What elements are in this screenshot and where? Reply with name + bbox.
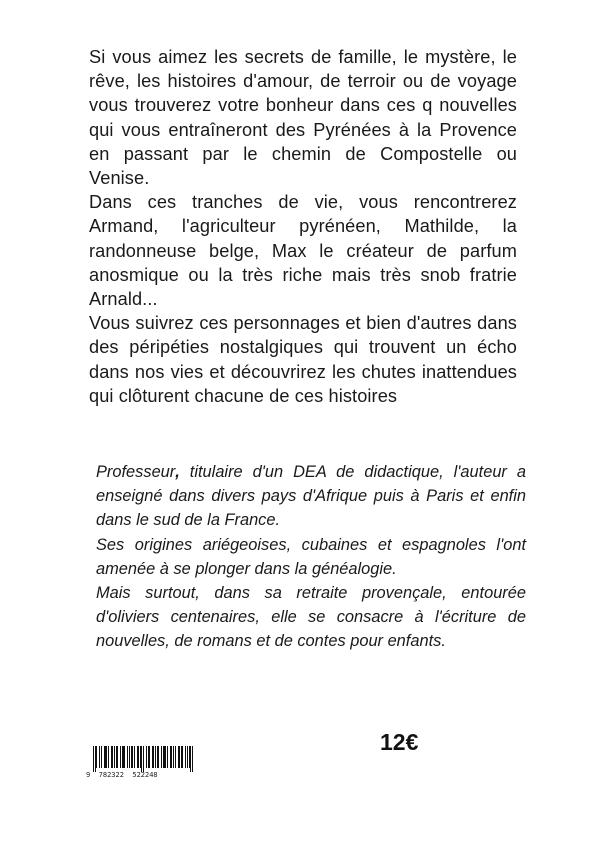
barcode-bars bbox=[86, 746, 196, 772]
barcode-bar bbox=[124, 746, 125, 768]
barcode-bar bbox=[127, 746, 128, 768]
barcode-bar bbox=[95, 746, 96, 772]
barcode-bar bbox=[171, 746, 172, 768]
book-summary bbox=[89, 45, 517, 408]
barcode-bar bbox=[170, 746, 171, 768]
barcode-bar bbox=[129, 746, 130, 768]
barcode-bar bbox=[164, 746, 165, 768]
barcode-bar bbox=[116, 746, 117, 768]
summary-paragraph-3: Vous suivrez ces personnages et bien d'autres dans des péripéties nostalgiques qui trouvent un écho dans nos vies et découvrirez les chutes inattendues qui clôturent chacune de ces histoires bbox=[89, 313, 517, 406]
bio-paragraph-1 bbox=[96, 460, 526, 533]
barcode-bar bbox=[182, 746, 183, 768]
barcode-bar bbox=[190, 746, 191, 772]
barcode-bar bbox=[181, 746, 182, 768]
barcode-bar bbox=[117, 746, 118, 768]
barcode-bar bbox=[114, 746, 115, 768]
barcode-bar bbox=[178, 746, 179, 768]
barcode-bar bbox=[158, 746, 159, 768]
barcode-bar bbox=[173, 746, 174, 768]
barcode-bar bbox=[122, 746, 123, 768]
barcode-bar bbox=[163, 746, 164, 768]
isbn-barcode bbox=[86, 746, 196, 790]
summary-paragraph-1: Si vous aimez les secrets de famille, le mystère, le rêve, les histoires d'amour, de terroir ou de voyage vous trouverez votre bonheur dans ces q nouvelles qui vous entraîneront des Pyrénées à la Provence en passant par le chemin de Compostelle ou Venise. bbox=[89, 47, 517, 189]
barcode-bar bbox=[120, 746, 121, 768]
barcode-bar bbox=[153, 746, 154, 768]
barcode-bar bbox=[165, 746, 166, 768]
barcode-bar bbox=[179, 746, 180, 768]
barcode-bar bbox=[175, 746, 176, 768]
barcode-bar bbox=[101, 746, 102, 768]
barcode-bar bbox=[96, 746, 97, 768]
summary-paragraph-2: Dans ces tranches de vie, vous rencontrerez Armand, l'agriculteur pyrénéen, Mathilde, la randonneuse belge, Max le créateur de parfum anosmique ou la très riche mais très snob fratrie Arnald... bbox=[89, 192, 517, 310]
barcode-bar bbox=[187, 746, 188, 768]
barcode-bar bbox=[167, 746, 168, 768]
barcode-bar bbox=[146, 746, 147, 768]
barcode-bar bbox=[161, 746, 162, 768]
barcode-bar bbox=[192, 746, 193, 772]
barcode-bar bbox=[134, 746, 135, 768]
barcode-bar bbox=[123, 746, 124, 768]
barcode-bar bbox=[132, 746, 133, 768]
barcode-bar bbox=[157, 746, 158, 768]
barcode-bar bbox=[185, 746, 186, 768]
barcode-bar bbox=[137, 746, 138, 768]
barcode-bar bbox=[112, 746, 113, 768]
barcode-bar bbox=[108, 746, 109, 768]
bio-lead-comma: , bbox=[175, 463, 180, 481]
barcode-bar bbox=[155, 746, 156, 768]
bio-paragraph-1-rest: titulaire d'un DEA de didactique, l'auteur a enseigné dans divers pays d'Afrique puis à Paris et enfin dans le sud de la France. bbox=[96, 463, 526, 530]
barcode-bar bbox=[104, 746, 105, 768]
barcode-bar bbox=[141, 746, 142, 772]
barcode-bar bbox=[99, 746, 100, 768]
price-label: 12€ bbox=[380, 729, 419, 755]
barcode-bar bbox=[140, 746, 141, 768]
bio-lead-word: Professeur bbox=[96, 463, 176, 481]
bio-paragraph-3: Mais surtout, dans sa retraite provençale, entourée d'oliviers centenaires, elle se consacre à l'écriture de nouvelles, de romans et de contes pour enfants. bbox=[96, 584, 526, 651]
barcode-bar bbox=[143, 746, 144, 772]
barcode-bar bbox=[111, 746, 112, 768]
barcode-bar bbox=[152, 746, 153, 768]
barcode-digits: 9 782322 522248 bbox=[86, 771, 158, 779]
barcode-bar bbox=[106, 746, 107, 768]
bio-paragraph-2: Ses origines ariégeoises, cubaines et espagnoles l'ont amenée à se plonger dans la généalogie. bbox=[96, 535, 526, 578]
barcode-bar bbox=[148, 746, 149, 768]
barcode-bar bbox=[149, 746, 150, 768]
barcode-bar bbox=[93, 746, 94, 772]
barcode-bar bbox=[105, 746, 106, 768]
barcode-bar bbox=[189, 746, 190, 768]
barcode-bar bbox=[138, 746, 139, 768]
barcode-bar bbox=[131, 746, 132, 768]
author-biography bbox=[96, 460, 526, 654]
